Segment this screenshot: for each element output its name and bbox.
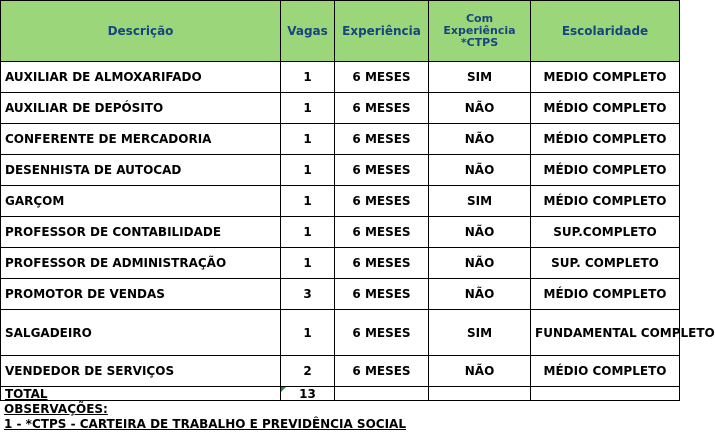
- cell-comment-marker: [281, 387, 286, 392]
- cell-experiencia: 6 MESES: [335, 217, 429, 248]
- empty-cell: [429, 387, 531, 401]
- cell-ctps: SIM: [429, 186, 531, 217]
- cell-ctps: SIM: [429, 310, 531, 356]
- cell-descricao: DESENHISTA DE AUTOCAD: [1, 155, 281, 186]
- cell-descricao: CONFERENTE DE MERCADORIA: [1, 124, 281, 155]
- table-row: [1, 248, 680, 279]
- cell-experiencia: 6 MESES: [335, 279, 429, 310]
- empty-cell: [531, 387, 680, 401]
- cell-vagas: 1: [281, 62, 335, 93]
- cell-descricao: GARÇOM: [1, 186, 281, 217]
- table-row: [1, 310, 680, 356]
- cell-vagas: 1: [281, 248, 335, 279]
- cell-escolaridade: SUP. COMPLETO: [531, 248, 680, 279]
- cell-escolaridade: MÉDIO COMPLETO: [531, 356, 680, 387]
- cell-escolaridade: FUNDAMENTAL COMPLETO: [531, 310, 680, 356]
- cell-descricao: AUXILIAR DE DEPÓSITO: [1, 93, 281, 124]
- table-row: [1, 93, 680, 124]
- cell-vagas: 1: [281, 155, 335, 186]
- cell-ctps: NÃO: [429, 356, 531, 387]
- cell-vagas: 1: [281, 186, 335, 217]
- cell-experiencia: 6 MESES: [335, 248, 429, 279]
- cell-escolaridade: MÉDIO COMPLETO: [531, 279, 680, 310]
- header-com-experiencia: Com Experiência *CTPS: [429, 1, 531, 62]
- cell-vagas: 1: [281, 93, 335, 124]
- table-row: [1, 217, 680, 248]
- header-escolaridade: Escolaridade: [531, 1, 680, 62]
- cell-experiencia: 6 MESES: [335, 310, 429, 356]
- cell-experiencia: 6 MESES: [335, 93, 429, 124]
- header-descricao: Descrição: [1, 1, 281, 62]
- cell-descricao: SALGADEIRO: [1, 310, 281, 356]
- table-row: [1, 124, 680, 155]
- cell-descricao: AUXILIAR DE ALMOXARIFADO: [1, 62, 281, 93]
- ctps-footnote: 1 - *CTPS - CARTEIRA DE TRABALHO E PREVIDÊNCIA SOCIAL: [4, 417, 406, 431]
- cell-ctps: SIM: [429, 62, 531, 93]
- total-label: TOTAL: [1, 387, 281, 401]
- header-row: [1, 1, 680, 62]
- cell-ctps: NÃO: [429, 248, 531, 279]
- header-experiencia: Experiência: [335, 1, 429, 62]
- cell-experiencia: 6 MESES: [335, 124, 429, 155]
- empty-cell: [335, 387, 429, 401]
- table-row: [1, 356, 680, 387]
- table-row: [1, 62, 680, 93]
- cell-experiencia: 6 MESES: [335, 155, 429, 186]
- cell-ctps: NÃO: [429, 155, 531, 186]
- cell-descricao: VENDEDOR DE SERVIÇOS: [1, 356, 281, 387]
- cell-descricao: PROMOTOR DE VENDAS: [1, 279, 281, 310]
- header-vagas: Vagas: [281, 1, 335, 62]
- cell-experiencia: 6 MESES: [335, 62, 429, 93]
- cell-escolaridade: SUP.COMPLETO: [531, 217, 680, 248]
- cell-ctps: NÃO: [429, 279, 531, 310]
- cell-escolaridade: MÉDIO COMPLETO: [531, 93, 680, 124]
- cell-vagas: 1: [281, 217, 335, 248]
- cell-vagas: 2: [281, 356, 335, 387]
- cell-ctps: NÃO: [429, 93, 531, 124]
- cell-vagas: 1: [281, 310, 335, 356]
- observacoes-label: OBSERVAÇÕES:: [4, 402, 108, 416]
- cell-escolaridade: MÉDIO COMPLETO: [531, 124, 680, 155]
- table-row: [1, 279, 680, 310]
- cell-descricao: PROFESSOR DE ADMINISTRAÇÃO: [1, 248, 281, 279]
- table-row: [1, 155, 680, 186]
- cell-ctps: NÃO: [429, 217, 531, 248]
- total-row: [1, 387, 680, 401]
- cell-escolaridade: MÉDIO COMPLETO: [531, 155, 680, 186]
- cell-ctps: NÃO: [429, 124, 531, 155]
- cell-vagas: 1: [281, 124, 335, 155]
- table-row: [1, 186, 680, 217]
- total-value: 13: [281, 387, 335, 401]
- cell-descricao: PROFESSOR DE CONTABILIDADE: [1, 217, 281, 248]
- cell-vagas: 3: [281, 279, 335, 310]
- cell-escolaridade: MÉDIO COMPLETO: [531, 186, 680, 217]
- cell-experiencia: 6 MESES: [335, 186, 429, 217]
- cell-experiencia: 6 MESES: [335, 356, 429, 387]
- cell-escolaridade: MEDIO COMPLETO: [531, 62, 680, 93]
